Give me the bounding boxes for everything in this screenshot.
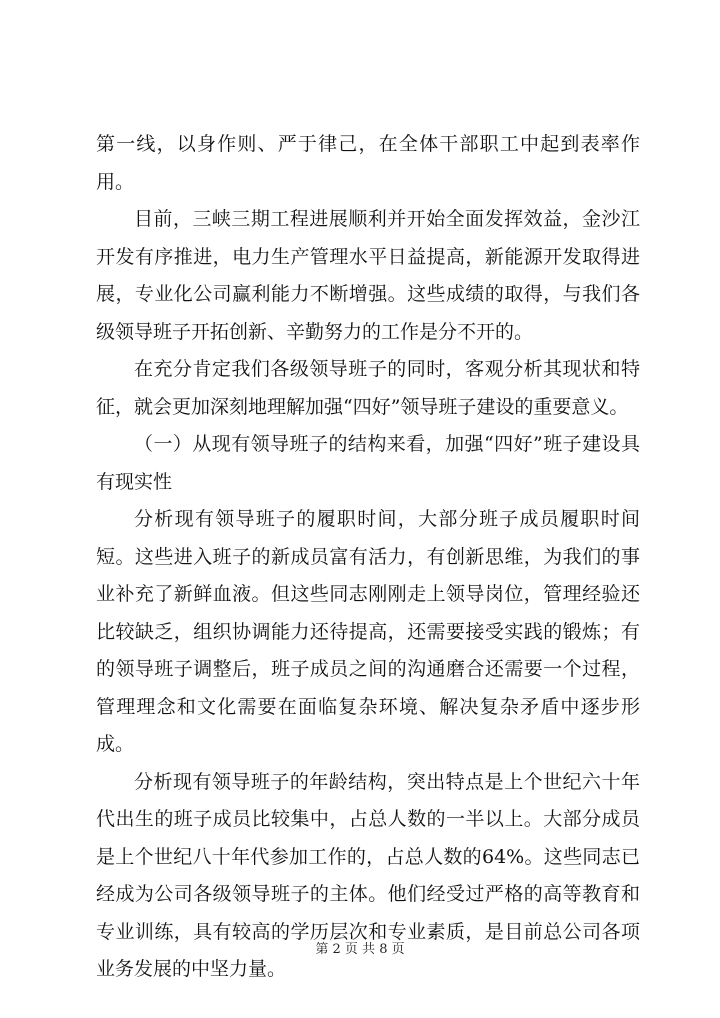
paragraph-continuation: 第一线，以身作则、严于律己，在全体干部职工中起到表率作用。 xyxy=(96,133,640,193)
paragraph-age-structure: 分析现有领导班子的年龄结构，突出特点是上个世纪六十年代出生的班子成员比较集中，占总人数的一半以上。大部分成员是上个世纪八十年代参加工作的，占总人数的64%。这些同志已经成为公司各级领导班子的主体。他们经受过严格的高等教育和专业训练，具有较高的学历层次和专业素质，是目前总公司各项业务发展的中坚力量。 xyxy=(96,770,640,980)
document-body xyxy=(96,126,640,989)
page-number-footer: 第 2 页 共 8 页 xyxy=(315,942,405,957)
paragraph-tenure: 分析现有领导班子的履职时间，大部分班子成员履职时间短。这些进入班子的新成员富有活力，有创新思维，为我们的事业补充了新鲜血液。但这些同志刚刚走上领导岗位，管理经验还比较缺乏，组织协调能力还待提高，还需要接受实践的锻炼；有的领导班子调整后，班子成员之间的沟通磨合还需要一个过程，管理理念和文化需要在面临复杂环境、解决复杂矛盾中逐步形成。 xyxy=(96,508,640,755)
paragraph-significance: 在充分肯定我们各级领导班子的同时，客观分析其现状和特征，就会更加深刻地理解加强“四好”领导班子建设的重要意义。 xyxy=(96,358,640,418)
section-heading: （一）从现有领导班子的结构来看，加强“四好”班子建设具有现实性 xyxy=(96,433,640,493)
paragraph-achievements: 目前，三峡三期工程进展顺利并开始全面发挥效益，金沙江开发有序推进，电力生产管理水平日益提高，新能源开发取得进展，专业化公司赢利能力不断增强。这些成绩的取得，与我们各级领导班子开拓创新、辛勤努力的工作是分不开的。 xyxy=(96,208,640,343)
